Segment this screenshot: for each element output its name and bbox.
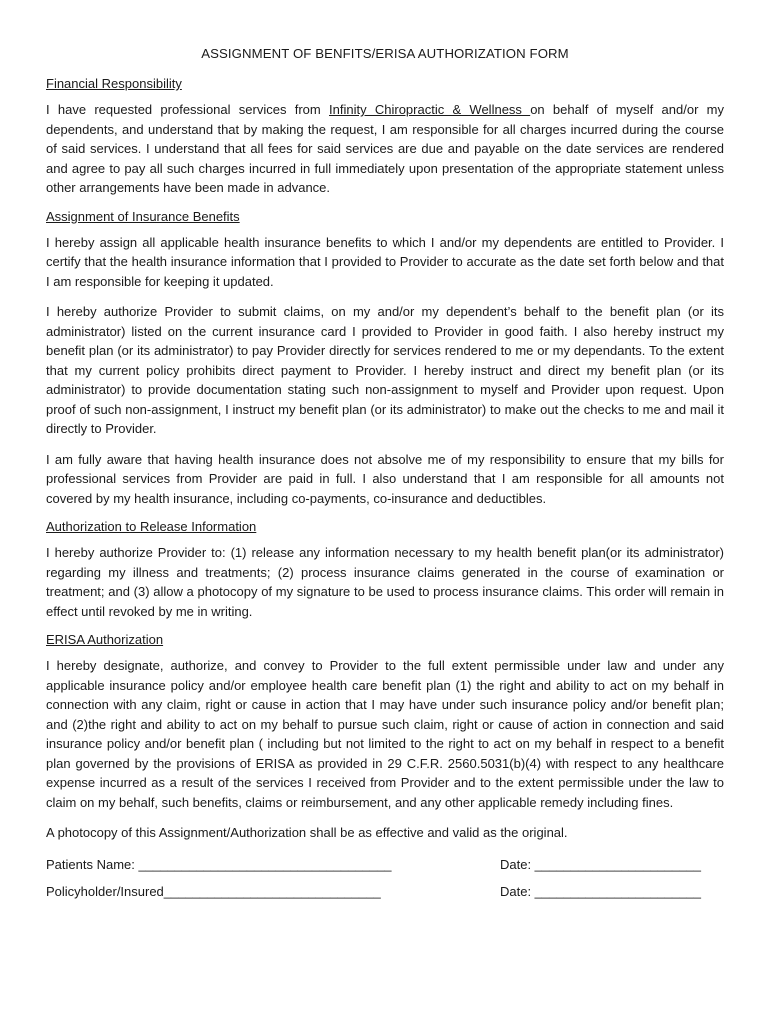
provider-name: Infinity Chiropractic & Wellness <box>329 102 531 117</box>
paragraph-erisa-authorization: I hereby designate, authorize, and convey to Provider to the full extent permissible under law and under any applicable insurance policy and/or employee health care benefit plan (1) the right and ability to act on my behalf in connection with any claim, right or cause in action that I may have under such insurance policy and/or benefit plan; and (2)the right and ability to act on my behalf to pursue such claim, right or cause of action in connection and said insurance policy and/or benefit plan ( including but not limited to the right to act on my behalf in respect to a benefit plan governed by the provisions of ERISA as provided in 29 C.F.R. 2560.5031(b)(4) with respect to any healthcare expense incurred as a result of the services I received from Provider and to the extent permissible under the law to claim on my behalf, such benefits, claims or reimbursement, and any other applicable remedy including fines. <box>46 658 724 810</box>
financial-text-end: on behalf of myself and/or my dependents, and understand that by making the request, I am responsible for all charges incurred during the course of said services. I understand that all fees for said services are due and payable on the date services are rendered and agree to pay all such charges incurred in full immediately upon presentation of the appropriate statement unless other arrangements have been made in advance. <box>46 102 724 195</box>
patient-name-field[interactable]: Patients Name: ___________________________________ <box>46 856 392 872</box>
paragraph-assignment-1: I hereby assign all applicable health insurance benefits to which I and/or my dependents are entitled to Provider. I certify that the health insurance information that I provided to Provider to accurate as the date set forth below and that I am responsible for keeping it updated. <box>46 234 724 289</box>
heading-release-information: Authorization to Release Information <box>46 519 257 534</box>
heading-erisa-authorization: ERISA Authorization <box>46 632 164 647</box>
paragraph-release-information: I hereby authorize Provider to: (1) release any information necessary to my health benefit plan(or its administrator) regarding my illness and treatments; (2) process insurance claims generated in the course of examination or treatment; and (3) allow a photocopy of my signature to be used to process insurance claims. This order will remain in effect until revoked by me in writing. <box>46 545 724 619</box>
form-title: ASSIGNMENT OF BENFITS/ERISA AUTHORIZATION FORM <box>201 46 569 61</box>
financial-text-start: I have requested professional services from <box>46 102 330 117</box>
policyholder-field[interactable]: Policyholder/Insured______________________________ <box>46 883 381 899</box>
heading-financial-responsibility: Financial Responsibility <box>46 76 182 91</box>
signature-row-patient <box>46 857 724 872</box>
paragraph-financial-responsibility <box>46 100 724 198</box>
signature-row-policyholder <box>46 884 724 899</box>
patient-date-field[interactable]: Date: _______________________ <box>500 856 701 872</box>
heading-assignment-of-benefits: Assignment of Insurance Benefits <box>46 208 240 224</box>
policyholder-date-field[interactable]: Date: _______________________ <box>500 883 701 899</box>
paragraph-assignment-3: I am fully aware that having health insurance does not absolve me of my responsibility to ensure that my bills for professional services from Provider are paid in full. I also understand that I am responsible for all amounts not covered by my health insurance, including co-payments, co-insurance and deductibles. <box>46 451 724 506</box>
paragraph-assignment-2: I hereby authorize Provider to submit claims, on my and/or my dependent’s behalf to the benefit plan (or its administrator) listed on the current insurance card I provided to Provider in good faith. I also hereby instruct my benefit plan (or its administrator) to pay Provider directly for services rendered to me or my dependants. To the extent that my current policy prohibits direct payment to Provider. I hereby instruct and direct my benefit plan (or its administrator) to provide documentation stating such non-assignment to myself and Provider upon request. Upon proof of such non-assignment, I instruct my benefit plan (or its administrator) to make out the checks to me and mail it directly to Provider. <box>46 304 724 436</box>
paragraph-photocopy: A photocopy of this Assignment/Authorization shall be as effective and valid as the original. <box>46 825 568 840</box>
